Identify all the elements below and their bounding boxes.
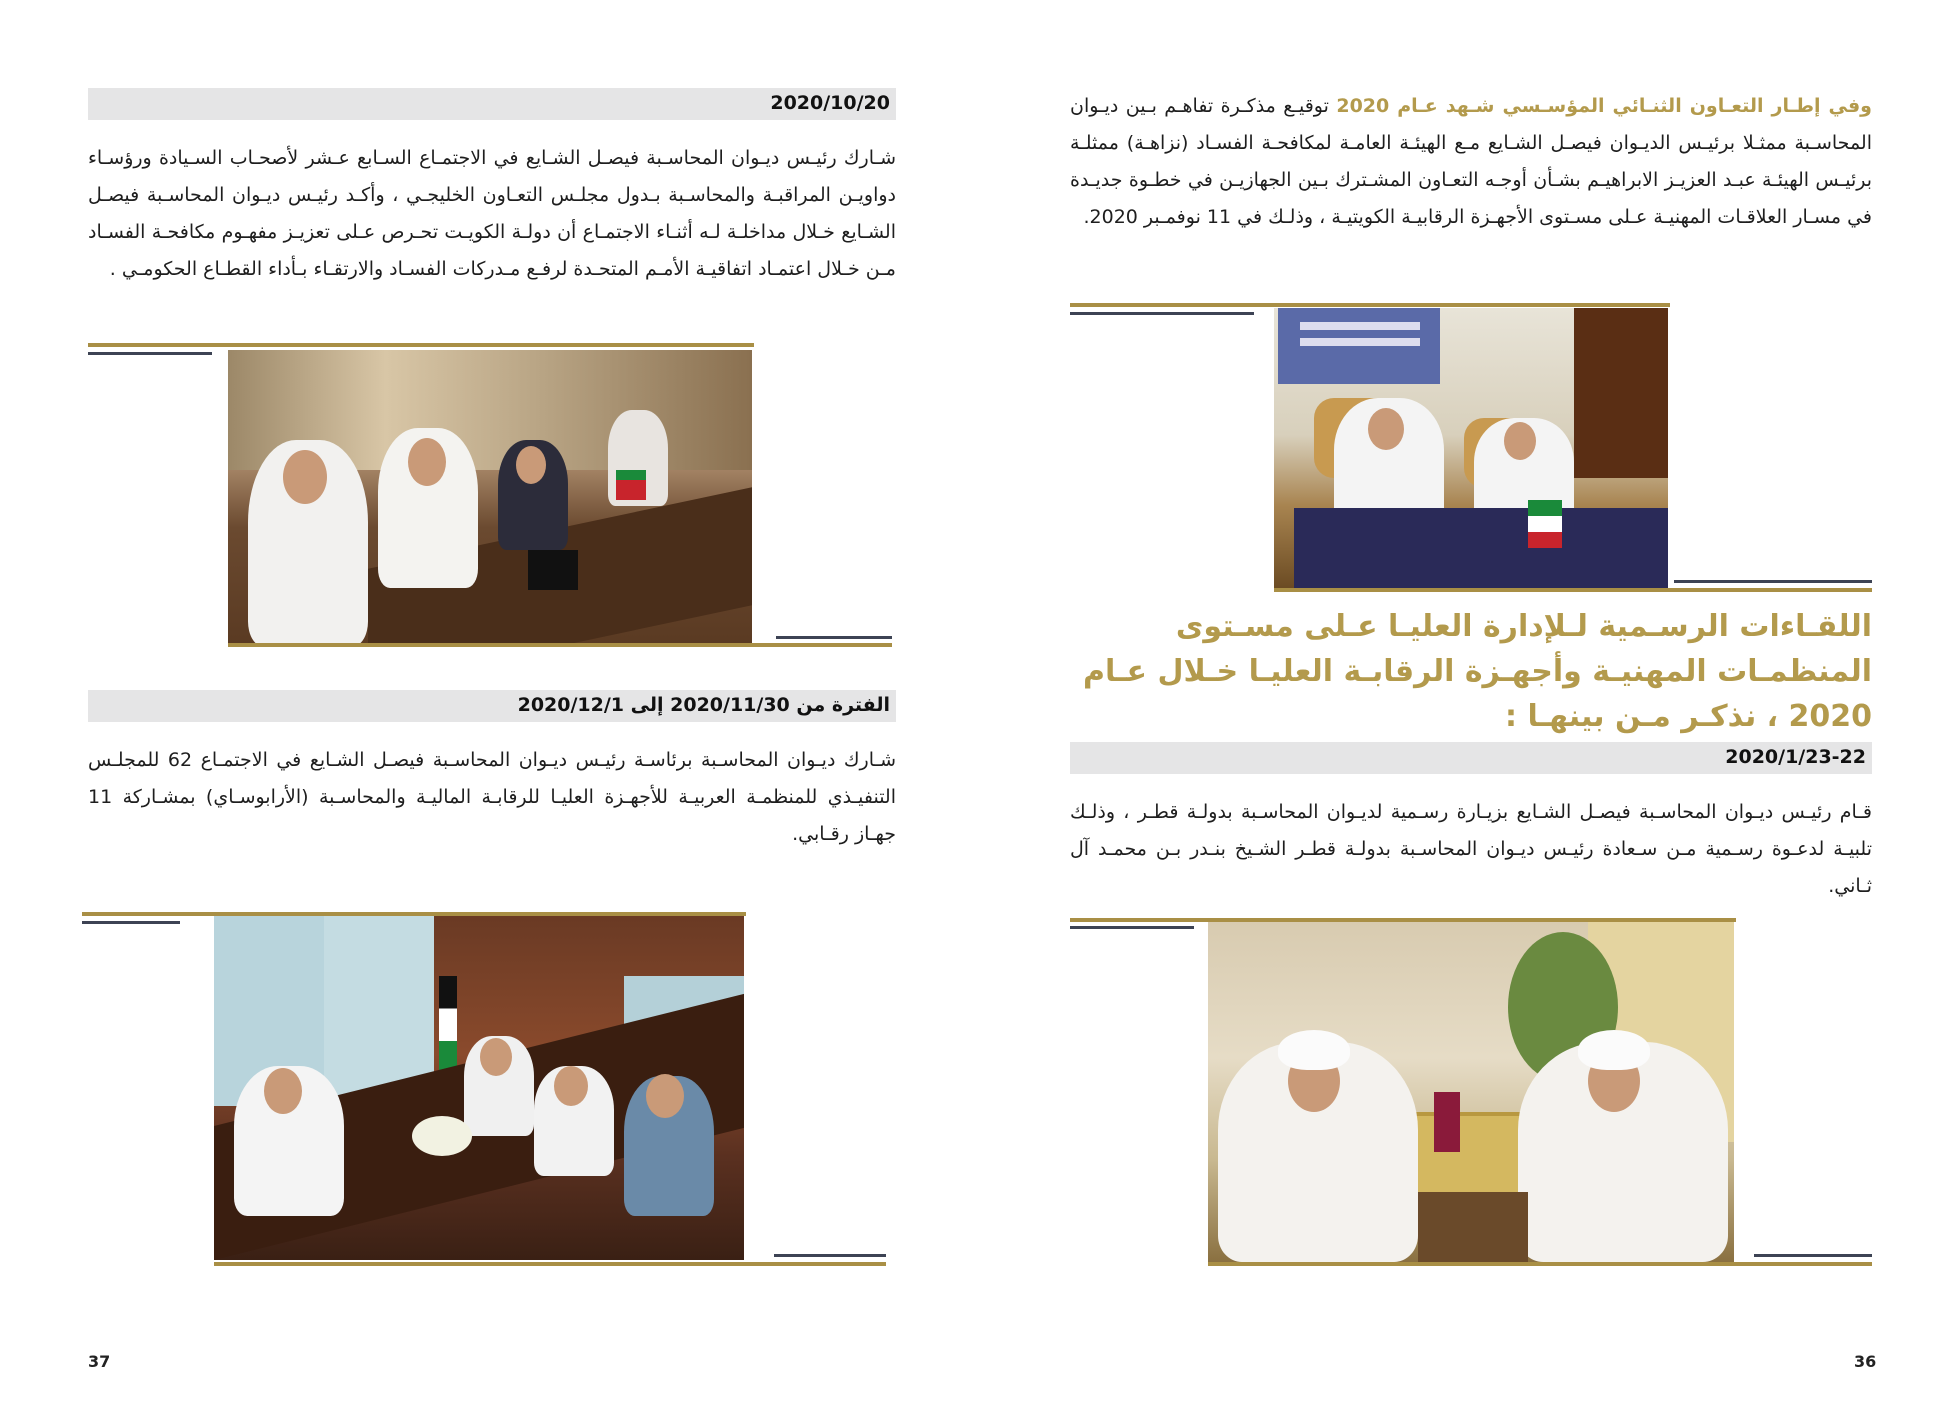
page-number: 36 [1854,1352,1877,1371]
section-heading: اللقـاءات الرسـمية لـلإدارة العليـا عـلى مسـتوى المنظمـات المهنيـة وأجهـزة الرقابـة العليـا خـلال عـام 2020 ، نذكـر مـن بينهـا : [1083,609,1872,734]
date-bar-period [88,690,896,722]
paragraph-nazaha-mou [1070,88,1872,236]
paragraph-qatar-visit: قـام رئيـس ديـوان المحاسـبة فيصـل الشـايع بزيـارة رسـمية لديـوان المحاسـبة بدولـة قطـر ، وذلـك تلبيـة لدعـوة رسـمية مـن سـعادة رئيـس ديـوان المحاسـبة بدولـة قطـر الشـيخ بنـدر بـن محمـد آل ثـاني. [1070,801,1872,897]
divider-dark [774,1254,886,1257]
divider-dark [1754,1254,1872,1257]
photo-gcc-meeting [228,350,752,646]
divider-dark [1070,312,1254,315]
divider-gold [1274,588,1872,592]
divider-dark [776,636,892,639]
page-number: 37 [88,1352,111,1371]
divider-dark [82,921,180,924]
paragraph-arabosai-meeting: شـارك ديـوان المحاسـبة برئاسـة رئيـس ديـوان المحاسـبة فيصـل الشـايع في الاجتمـاع 62 للمجلـس التنفيـذي للمنظمـة العربيـة للأجهـزة العليـا للرقابـة الماليـة والمحاسـبة (الأرابوسـاي) بمشـاركة 11 جهـاز رقـابي. [88,749,897,845]
date-label: الفترة من 2020/11/30 إلى 2020/12/1 [517,694,890,716]
paragraph-gcc-meeting: شـارك رئيـس ديـوان المحاسـبة فيصـل الشـايع في الاجتمـاع السـابع عـشر لأصحـاب السـيادة ورؤسـاء دواويـن المراقبـة والمحاسـبة بـدول مجلـس التعـاون الخليجـي ، وأكـد رئيـس ديـوان المحاسـبة فيصـل الشـايع خـلال مداخلـة لـه أثنـاء الاجتمـاع أن دولـة الكويـت تحـرص عـلى تعزيـز مفهـوم مكافحـة الفسـاد مـن خـلال اعتمـاد اتفاقيـة الأمـم المتحـدة لرفـع مـدركات الفسـاد والارتقـاء بـأداء القطـاع الحكومـي . [88,147,896,280]
divider-gold [1208,1262,1872,1266]
divider-gold [228,643,892,647]
intro-highlight: وفي إطـار التعـاون الثنـائي المؤسـسي شـهد عـام 2020 [1336,95,1872,117]
date-label: 2020/1/23-22 [1725,746,1866,768]
date-bar-2020-10-20 [88,88,896,120]
intro-text: توقيـع مذكـرة تفاهـم بـين ديـوان المحاسـبة ممثـلا برئيـس الديـوان فيصـل الشـايع مـع الهيئـة العامـة لمكافحـة الفسـاد (نزاهـة) ممثلـة برئيـس الهيئـة عبـد العزيـز الابراهيـم بشـأن أوجـه التعـاون المشـترك بـين الجهازيـن في خطـوة جديـدة في مسـار العلاقـات المهنيـة عـلى مسـتوى الأجهـزة الرقابيـة الكويتيـة ، وذلـك في 11 نوفمـبر 2020. [1070,95,1872,228]
divider-gold [214,1262,886,1266]
date-label: 2020/10/20 [770,92,890,114]
divider-dark [88,352,212,355]
divider-dark [1674,580,1872,583]
photo-mou-signing [1274,308,1668,590]
divider-dark [1070,926,1194,929]
divider-gold [1070,303,1670,307]
divider-gold [88,343,754,347]
photo-qatar-visit [1208,922,1734,1262]
date-bar-2020-1-23 [1070,742,1872,774]
photo-arabosai-meeting [214,916,744,1260]
